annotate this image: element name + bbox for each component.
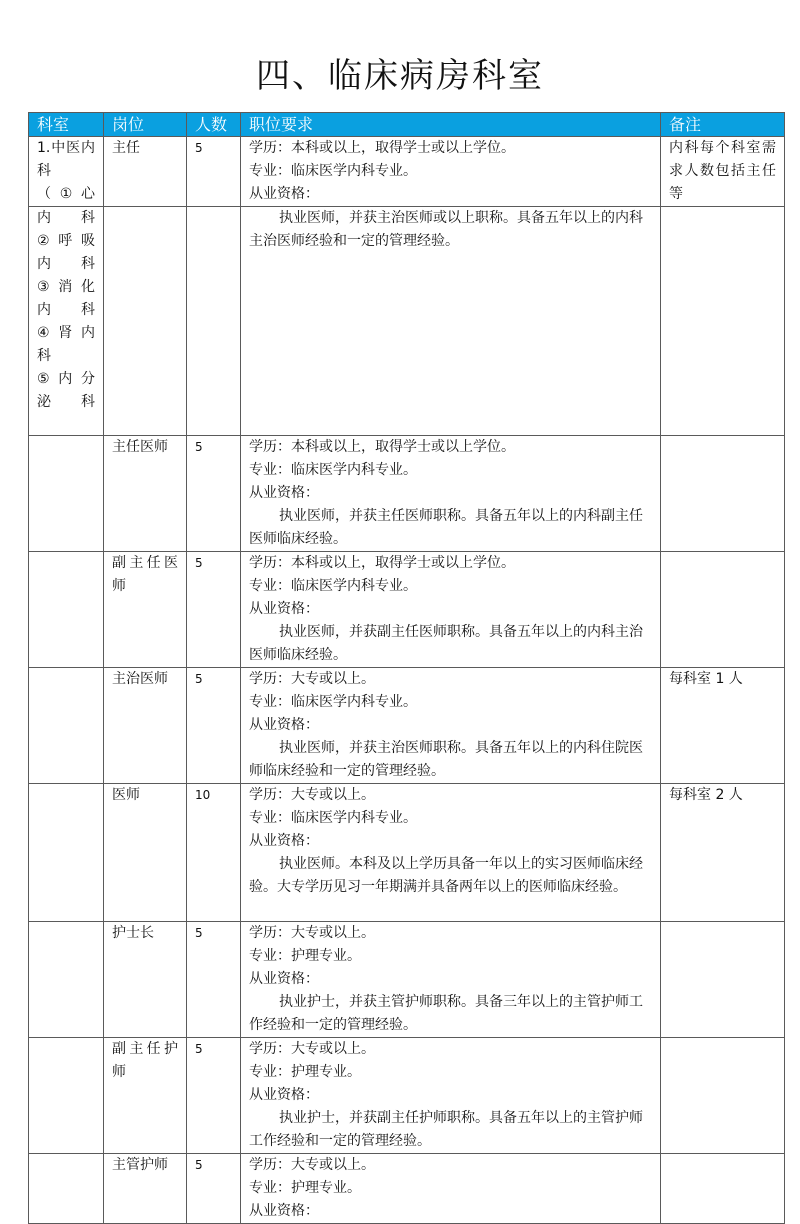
note-cell: 每科室 1 人 [661, 668, 785, 784]
requirement-line: 专业：临床医学内科专业。 [249, 578, 417, 594]
requirement-line: 专业：护理专业。 [249, 1180, 361, 1196]
table-row [29, 137, 785, 207]
post-cell: 主管护师 [104, 1154, 187, 1224]
requirement-qualification-text: 执业医师，并获主治医师或以上职称。具备五年以上的内科主治医师经验和一定的管理经验。 [249, 210, 643, 249]
dept-line: ②呼吸 [37, 233, 95, 249]
dept-cell [29, 207, 104, 436]
requirement-line: 从业资格： [249, 717, 319, 733]
dept-line: ③消化 [37, 279, 95, 295]
requirements-cell [241, 784, 661, 922]
requirement-line: 从业资格： [249, 601, 319, 617]
requirement-line: 学历：大专或以上。 [249, 671, 375, 687]
count-cell: 5 [187, 552, 241, 668]
requirement-line: 学历：大专或以上。 [249, 925, 375, 941]
count-cell: 5 [187, 668, 241, 784]
note-cell [661, 207, 785, 436]
count-cell: 5 [187, 1038, 241, 1154]
requirement-line: 从业资格： [249, 833, 319, 849]
requirements-cell [241, 436, 661, 552]
dept-cell [29, 552, 104, 668]
table-row [29, 922, 785, 1038]
note-cell: 内科每个科室需求人数包括主任等 [661, 137, 785, 207]
requirement-line: 专业：护理专业。 [249, 948, 361, 964]
requirement-line: 专业：护理专业。 [249, 1064, 361, 1080]
table-row [29, 784, 785, 922]
post-cell: 医师 [104, 784, 187, 922]
requirement-line: 从业资格： [249, 485, 319, 501]
count-cell: 5 [187, 1154, 241, 1224]
dept-line: 内科 [37, 302, 95, 318]
dept-line: ⑤内分 [37, 371, 95, 387]
dept-cell [29, 922, 104, 1038]
requirement-qualification-text: 执业护士，并获主管护师职称。具备三年以上的主管护师工作经验和一定的管理经验。 [249, 994, 643, 1033]
requirement-line: 从业资格： [249, 1087, 319, 1103]
post-cell: 护士长 [104, 922, 187, 1038]
dept-cell [29, 668, 104, 784]
note-cell [661, 552, 785, 668]
requirement-line: 专业：临床医学内科专业。 [249, 163, 417, 179]
note-cell [661, 436, 785, 552]
header-count: 人数 [187, 113, 241, 137]
dept-line: 内科 [37, 256, 95, 272]
dept-cell [29, 784, 104, 922]
post-cell: 主治医师 [104, 668, 187, 784]
dept-cell [29, 137, 104, 207]
table-row [29, 668, 785, 784]
requirements-cell [241, 1154, 661, 1224]
table-row [29, 552, 785, 668]
requirements-cell [241, 552, 661, 668]
post-cell: 主任医师 [104, 436, 187, 552]
dept-line: 1.中医内科 [37, 140, 95, 179]
requirements-cell [241, 668, 661, 784]
dept-line: 科 [37, 348, 51, 364]
count-cell: 5 [187, 436, 241, 552]
dept-line: ④肾内 [37, 325, 95, 341]
requirement-line: 学历：本科或以上，取得学士或以上学位。 [249, 555, 515, 571]
count-cell: 5 [187, 922, 241, 1038]
requirement-line: 专业：临床医学内科专业。 [249, 694, 417, 710]
recruitment-table [28, 112, 785, 1224]
requirement-qualification-text: 执业医师。本科及以上学历具备一年以上的实习医师临床经验。大专学历见习一年期满并具备两年以上的医师临床经验。 [249, 856, 643, 895]
page-title: 四、临床病房科室 [256, 56, 544, 96]
table-row [29, 1038, 785, 1154]
requirement-qualification-text: 执业护士，并获副主任护师职称。具备五年以上的主管护师工作经验和一定的管理经验。 [249, 1110, 643, 1149]
requirement-line: 学历：本科或以上，取得学士或以上学位。 [249, 140, 515, 156]
header-dept: 科室 [29, 113, 104, 137]
count-cell: 5 [187, 137, 241, 207]
note-cell: 每科室 2 人 [661, 784, 785, 922]
dept-cell [29, 1038, 104, 1154]
requirement-qualification-text: 执业医师，并获主任医师职称。具备五年以上的内科副主任医师临床经验。 [249, 508, 643, 547]
requirement-line: 学历：大专或以上。 [249, 787, 375, 803]
post-cell [104, 207, 187, 436]
requirements-cell [241, 922, 661, 1038]
count-cell [187, 207, 241, 436]
dept-line: 内科 [37, 210, 95, 226]
requirement-line: 从业资格： [249, 971, 319, 987]
header-post: 岗位 [104, 113, 187, 137]
table-header-row [29, 113, 785, 137]
requirements-cell [241, 1038, 661, 1154]
requirement-line: 专业：临床医学内科专业。 [249, 810, 417, 826]
dept-cell [29, 436, 104, 552]
requirement-qualification-text: 执业医师，并获副主任医师职称。具备五年以上的内科主治医师临床经验。 [249, 624, 643, 663]
header-requirements: 职位要求 [241, 113, 661, 137]
table-row [29, 1154, 785, 1224]
post-cell: 主任 [104, 137, 187, 207]
requirements-cell [241, 207, 661, 436]
count-cell: 10 [187, 784, 241, 922]
requirement-line: 从业资格： [249, 186, 319, 202]
post-cell: 副主任护师 [104, 1038, 187, 1154]
table-row [29, 436, 785, 552]
requirement-line: 学历：大专或以上。 [249, 1041, 375, 1057]
requirement-line: 从业资格： [249, 1203, 319, 1219]
dept-line: （①心 [37, 186, 95, 202]
post-cell: 副主任医师 [104, 552, 187, 668]
requirement-line: 专业：临床医学内科专业。 [249, 462, 417, 478]
note-cell [661, 1154, 785, 1224]
requirement-line: 学历：本科或以上，取得学士或以上学位。 [249, 439, 515, 455]
header-notes: 备注 [661, 113, 785, 137]
note-cell [661, 1038, 785, 1154]
requirement-line: 学历：大专或以上。 [249, 1157, 375, 1173]
table-row [29, 207, 785, 436]
dept-cell [29, 1154, 104, 1224]
note-cell [661, 922, 785, 1038]
requirement-qualification-text: 执业医师，并获主治医师职称。具备五年以上的内科住院医师临床经验和一定的管理经验。 [249, 740, 643, 779]
requirements-cell [241, 137, 661, 207]
dept-line: 泌科 [37, 394, 95, 410]
